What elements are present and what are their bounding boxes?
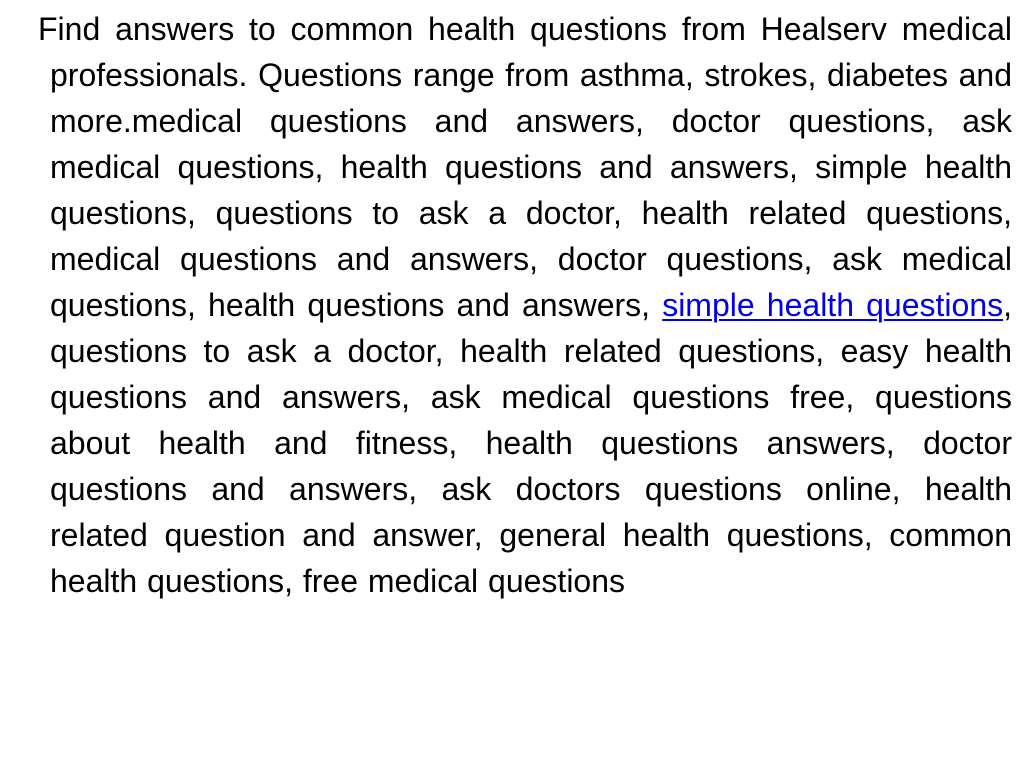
body-paragraph (38, 6, 1012, 604)
simple-health-questions-link[interactable]: simple health questions (662, 287, 1004, 323)
intro-text: Find answers to common health questions from Healserv medical professionals. Questions range from asthma, strokes, diabetes and more.medical questions and answers, doctor questions, ask medical questions, health questions and answers, simple health questions, questions to ask a doctor, health related questions, medical questions and answers, doctor questions, ask medical questions, health questions and answers, (38, 11, 1012, 323)
trailing-text: , questions to ask a doctor, health related questions, easy health questions and answers, ask medical questions free, questions about health and fitness, health questions answers, doctor questions and answers, ask doctors questions online, health related question and answer, general health questions, common health questions, free medical questions (50, 287, 1012, 599)
